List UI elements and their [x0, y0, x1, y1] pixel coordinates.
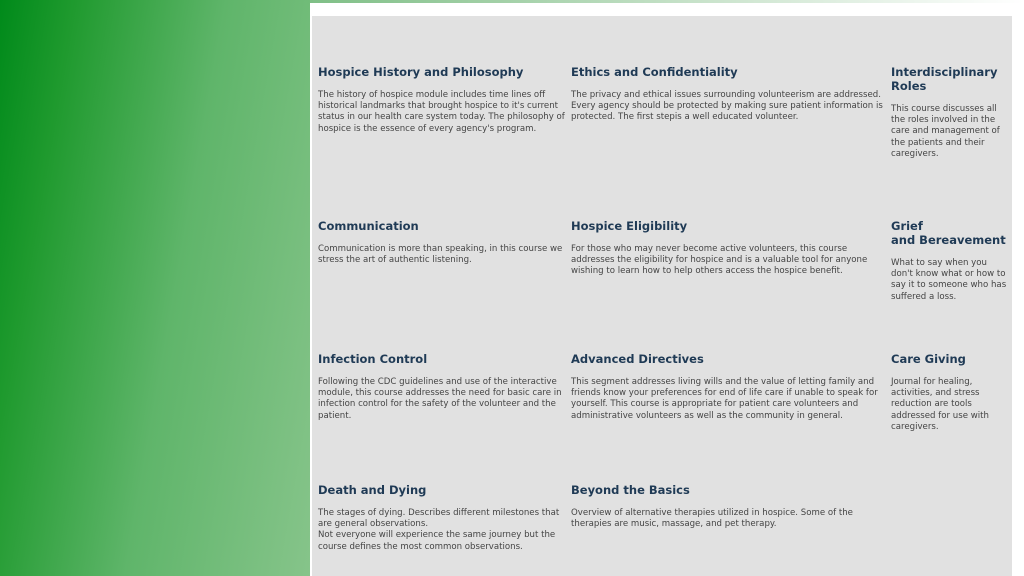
course-infection-control: [318, 352, 568, 422]
course-hospice-eligibility: [571, 219, 885, 278]
course-description: The privacy and ethical issues surrounding volunteerism are addressed. Every agency should be protected by making sure patient information is protected. The first stepis a well educated volunteer.: [571, 90, 883, 123]
course-title: Hospice Eligibility: [571, 219, 688, 233]
course-ethics: [571, 65, 885, 124]
course-grief-bereavement: [891, 219, 1011, 303]
course-title: Beyond the Basics: [571, 483, 690, 497]
course-description: This segment addresses living wills and the value of letting family and friends know your preferences for end of life care if unable to speak for yourself. This course is appropriate for patient care volunteers and administrative volunteers as well as the community in general.: [571, 377, 878, 421]
course-description: What to say when you don't know what or how to say it to someone who has suffered a loss.: [891, 258, 1007, 302]
course-description: The stages of dying. Describes different milestones that are general observations. Not everyone will experience the same journey but the course defines the most common observations.: [318, 508, 560, 552]
course-description: Journal for healing, activities, and stress reduction are tools addressed for use with caregivers.: [891, 377, 989, 432]
course-advanced-directives: [571, 352, 885, 422]
course-description: Overview of alternative therapies utilized in hospice. Some of the therapies are music, massage, and pet therapy.: [571, 508, 853, 530]
course-description: For those who may never become active volunteers, this course addresses the eligibility for hospice and is a valuable tool for anyone wishing to learn how to help others access the hospice benefit.: [571, 244, 868, 277]
course-description: Following the CDC guidelines and use of the interactive module, this course addresses the need for basic care in infection control for the safety of the volunteer and the patient.: [318, 377, 562, 421]
course-description: Communication is more than speaking, in this course we stress the art of authentic listening.: [318, 244, 563, 266]
green-gradient-band: [0, 0, 310, 576]
course-communication: [318, 219, 568, 266]
course-title: Hospice History and Philosophy: [318, 65, 524, 79]
course-title: Infection Control: [318, 352, 428, 366]
course-title: Death and Dying: [318, 483, 427, 497]
course-title: Grief and Bereavement: [891, 219, 1006, 247]
course-title: Communication: [318, 219, 419, 233]
course-description: The history of hospice module includes time lines off historical landmarks that brought hospice to it's current status in our health care system today. The philosophy of hospice is the essence of every agency's program.: [318, 90, 565, 134]
top-accent-line: [310, 0, 1024, 3]
course-title: Advanced Directives: [571, 352, 704, 366]
course-interdisciplinary-roles: [891, 65, 1011, 160]
course-title: Interdisciplinary Roles: [891, 65, 998, 93]
course-title: Care Giving: [891, 352, 966, 366]
course-care-giving: [891, 352, 1011, 433]
course-description: This course discusses all the roles involved in the care and management of the patients and their caregivers.: [891, 104, 1000, 159]
course-death-and-dying: [318, 483, 568, 553]
course-title: Ethics and Confidentiality: [571, 65, 738, 79]
course-hospice-history: [318, 65, 568, 135]
course-beyond-the-basics: [571, 483, 885, 530]
